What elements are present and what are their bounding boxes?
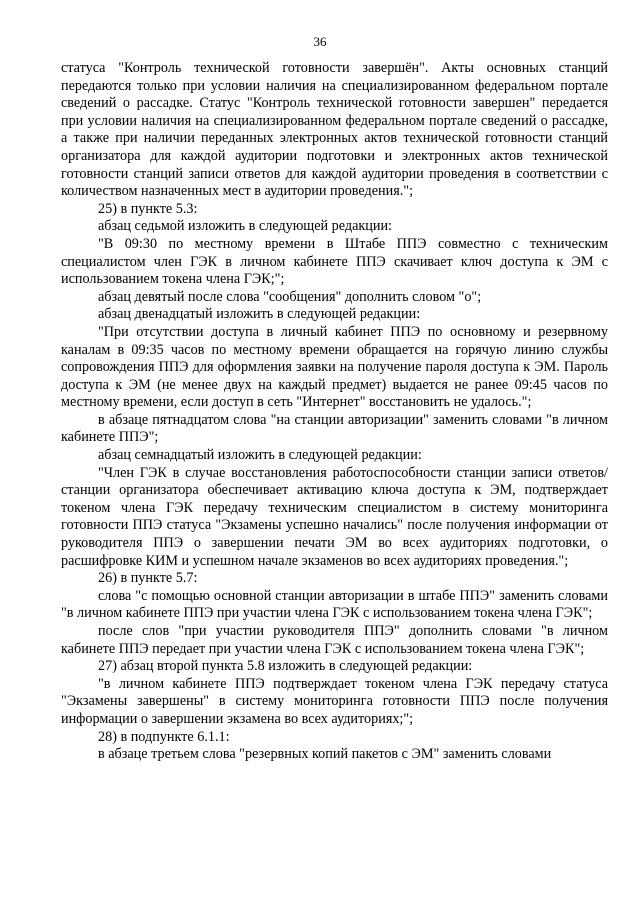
paragraph: после слов "при участии руководителя ППЭ" дополнить словами "в личном кабинете ППЭ передает при участии члена ГЭК с использованием токена члена ГЭК";: [61, 623, 608, 657]
paragraph: "в личном кабинете ППЭ подтверждает токеном члена ГЭК передачу статуса "Экзамены завершены" в систему мониторинга готовности ППЭ после получения информации о завершении экзамена во всех аудиториях;";: [61, 675, 608, 727]
document-body: [61, 60, 608, 764]
page-number: 36: [313, 34, 327, 49]
paragraph: 28) в подпункте 6.1.1:: [98, 728, 230, 745]
paragraph: "При отсутствии доступа в личный кабинет ППЭ по основному и резервному каналам в 09:35 часов по местному времени обращается на горячую линию службы сопровождения ППЭ для оформления заявки на получение пароля доступа к ЭМ. Пароль доступа к ЭМ (не менее двух на каждый предмет) выдается не ранее 09:45 часов по местному времени, если доступ в сеть "Интернет" восстановить не удалось.";: [61, 323, 608, 411]
paragraph: слова "с помощью основной станции авторизации в штабе ППЭ" заменить словами "в личном кабинете ППЭ при участии члена ГЭК с использованием токена члена ГЭК";: [61, 587, 608, 622]
paragraph: 25) в пункте 5.3:: [98, 200, 198, 217]
paragraph: статуса "Контроль технической готовности завершён". Акты основных станций передаются только при условии наличия на специализированном федеральном портале сведений о рассадке. Статус "Контроль технической готовности завершен" передается при условии наличия на специализированном федеральном портале сведений о рассадке, а также при наличии переданных электронных актов технической готовности станций организатора для каждой аудитории подготовки и электронных актов технической готовности станций записи ответов для каждой аудитории проведения в соответствии с количеством назначенных мест в аудитории проведения.";: [61, 60, 608, 200]
paragraph: 26) в пункте 5.7:: [98, 570, 198, 587]
paragraph: абзац семнадцатый изложить в следующей редакции:: [98, 447, 422, 464]
paragraph: "Член ГЭК в случае восстановления работоспособности станции записи ответов/станции организатора обеспечивает активацию ключа доступа к ЭМ, подтверждает токеном члена ГЭК передачу техническим специалистом в систему мониторинга готовности ППЭ статуса "Экзамены успешно начались" после получения информации от руководителя ППЭ о завершении печати ЭМ во всех аудиториях подготовки, о расшифровке КИМ и успешном начале экзаменов во всех аудиториях проведения.";: [61, 464, 608, 569]
paragraph: абзац двенадцатый изложить в следующей редакции:: [98, 306, 421, 323]
paragraph: в абзаце третьем слова "резервных копий пакетов с ЭМ" заменить словами: [98, 746, 552, 763]
paragraph: 27) абзац второй пункта 5.8 изложить в следующей редакции:: [98, 658, 473, 675]
paragraph: абзац девятый после слова "сообщения" дополнить словом "о";: [98, 288, 482, 305]
paragraph: абзац седьмой изложить в следующей редакции:: [98, 218, 393, 235]
paragraph: в абзаце пятнадцатом слова "на станции авторизации" заменить словами "в личном кабинете ППЭ";: [61, 411, 608, 446]
paragraph: "В 09:30 по местному времени в Штабе ППЭ совместно с техническим специалистом член ГЭК в личном кабинете ППЭ скачивает ключ доступа к ЭМ с использованием токена члена ГЭК;";: [61, 235, 608, 288]
